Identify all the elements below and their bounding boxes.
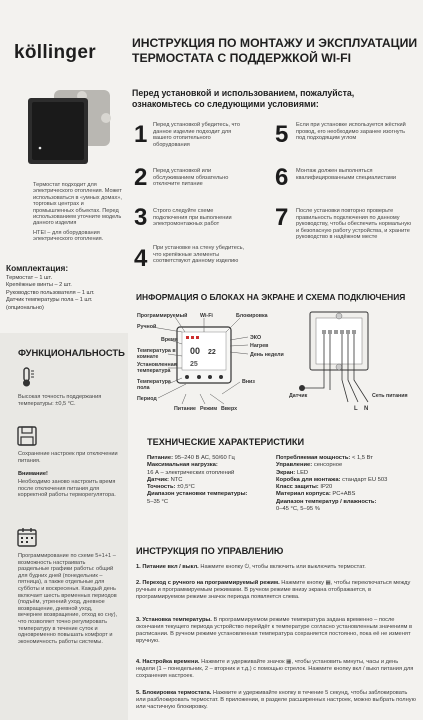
step-text: После установки повторно проверьте правильность подключения по данному руководству, чтобы обеспечить нормальную и безопасную работу устройства, и храните руководство в надёжном месте [296, 208, 412, 241]
label-programmable: Программируемый [137, 313, 188, 319]
brand-logo: köllinger [14, 42, 96, 63]
step-number: 2 [134, 164, 148, 191]
instruction-item [136, 580, 418, 601]
instructions-heading: ИНСТРУКЦИЯ ПО УПРАВЛЕНИЮ [136, 546, 284, 556]
instruction-item [136, 659, 418, 680]
label-period: Период [137, 396, 157, 402]
label-sensor: Датчик [289, 393, 308, 399]
spec-value: сенсорное [312, 462, 343, 469]
specs-left [147, 455, 272, 506]
title-line-2: ТЕРМОСТАТА С ПОДДЕРЖКОЙ WI-FI [132, 51, 351, 65]
step-number: 4 [134, 245, 148, 272]
label-down: Вниз [242, 379, 255, 385]
spec-row [276, 506, 418, 513]
title-line-1: ИНСТРУКЦИЯ ПО МОНТАЖУ И ЭКСПЛУАТАЦИИ [132, 36, 418, 50]
spec-key: Потребляемая мощность: [276, 455, 351, 461]
svg-text:00: 00 [190, 346, 201, 356]
label-heat: Нагрев [250, 343, 269, 349]
spec-value: стандарт EU 503 [340, 476, 388, 483]
step-number: 5 [275, 121, 289, 148]
spec-value: 16 А – электрических отоплений [147, 469, 235, 476]
kit-item: Крепёжные винты – 2 шт. [6, 282, 72, 289]
specs-right [276, 455, 418, 513]
step-number: 1 [134, 121, 148, 148]
spec-row [147, 491, 272, 498]
heading-line: Перед установкой и использованием, пожалуйста, [132, 88, 355, 98]
specs-heading: ТЕХНИЧЕСКИЕ ХАРАКТЕРИСТИКИ [147, 437, 305, 447]
intro-paragraph: Термостат подходит для электрического отопления. Может использоваться в «умных домах», торговых центрах и промышленных объектах. Перед использованием уточните модель данного изделия [33, 182, 122, 227]
warning-text: Необходимо заново настроить время после отключения питания для корректной работы терморегулятора. [18, 479, 116, 499]
label-up: Вверх [221, 406, 238, 412]
instruction-title: 1. Питание вкл / выкл. [136, 564, 199, 570]
spec-row [276, 470, 418, 477]
feature-text: Высокая точность поддержания температуры: ±0,5 °С. [18, 394, 102, 407]
spec-row [147, 455, 272, 462]
instruction-text: Нажмите и удерживайте кнопку в течение 5 секунд, чтобы заблокировать или разблокировать термостат. В приложении, в разделе расширенных настроек, можно выбрать полную или частичную блокировку. [136, 690, 416, 710]
instruction-title: 2. Переход с ручного на программируемый режим. [136, 580, 280, 586]
instruction-item [136, 617, 418, 645]
svg-text:22: 22 [208, 349, 216, 356]
floppy-disk-icon [16, 425, 38, 447]
svg-text:25: 25 [190, 361, 198, 368]
spec-value: PC+ABS [330, 491, 356, 498]
spec-row [276, 491, 418, 498]
label-time: Время [161, 337, 178, 343]
step-text: Монтаж должен выполняться квалифицированными специалистами [296, 168, 397, 181]
spec-row [276, 455, 418, 462]
before-install-heading [132, 88, 412, 110]
spec-value: ±0,5°С [175, 484, 195, 491]
thermometer-icon [16, 366, 38, 388]
instruction-title: 3. Установка температуры. [136, 617, 212, 623]
kit-item: Термостат – 1 шт. [6, 275, 52, 281]
spec-value: LED [295, 469, 309, 476]
instruction-title: 4. Настройка времени. [136, 659, 200, 665]
instruction-text: Нажмите кнопку ▦, чтобы переключаться между ручным и программируемым режимами. В ручном режиме внизу экрана отображается, в программируемом режиме значок периода появляется слева. [136, 580, 411, 600]
calendar-icon [16, 526, 38, 548]
feature-text: Программирование по схеме 5+1+1 – возможность настраивать раздельные графики работы: общий для будних дней (понедельник – пятница), а также отдельные для субботы и воскресенья. Каждый день включает шесть временных периодов (подъём, утренний уход, дневное возвращение, дневной уход, вечернее возвращение, отход ко сну), что позволяет точно регулировать температуру в течение суток и одновременно повышать комфорт и экономичность работы системы. [18, 553, 117, 645]
instruction-text: Нажмите кнопку ⏻, чтобы включить или выключить термостат. [198, 564, 366, 570]
label-manual: Ручной [137, 324, 157, 330]
kit-heading: Комплектация: [6, 263, 69, 273]
feature-text: Сохранение настроек при отключении питания. [18, 451, 118, 464]
spec-key: Управление: [276, 462, 313, 469]
step-number: 7 [275, 204, 289, 231]
label-mode: Режим [200, 406, 218, 412]
intro-paragraph: HTEI – для оборудования электрического отопления. [33, 229, 104, 243]
kit-item: Датчик температуры пола – 1 шт. (опционально) [6, 297, 93, 311]
spec-value: 0–45 °С, 5–95 % [276, 506, 320, 513]
spec-key: Диапазон температур / влажность: [276, 498, 377, 505]
spec-key: Материал корпуса: [276, 491, 331, 498]
thermostat-device-image [24, 88, 112, 176]
spec-key: Диапазон установки температуры: [147, 491, 248, 498]
spec-key: Экран: [276, 469, 296, 476]
step-text: Перед установкой или обслуживанием обязательно отключите питание [153, 168, 229, 188]
label-eco: ЭКО [250, 335, 262, 341]
instruction-item [136, 690, 418, 711]
spec-value: 95–240 В АС, 50/60 Гц [173, 455, 235, 461]
functionality-heading: ФУНКЦИОНАЛЬНОСТЬ [18, 347, 125, 358]
spec-row [276, 462, 418, 469]
spec-row [276, 477, 418, 484]
page-title [132, 36, 422, 66]
step-text: Перед установкой убедитесь, что данное изделие подходит для вашего отопительного оборудования [153, 122, 240, 148]
label-power: Питание [174, 406, 197, 412]
spec-key: Питание: [147, 455, 174, 461]
label-set-temp: Установленная температура [137, 362, 177, 374]
spec-row [147, 477, 272, 484]
label-wifi: Wi-Fi [200, 313, 213, 319]
heading-line: ознакомьтесь со следующими условиями: [132, 99, 319, 109]
step-text: Строго следуйте схеме подключения при выполнении электромонтажных работ [153, 208, 232, 228]
spec-value: < 1,5 Вт [350, 455, 373, 461]
spec-key: Коробка для монтажа: [276, 476, 341, 483]
intro-text [33, 182, 125, 243]
kit-list [6, 275, 131, 312]
label-floor-temp: Температура пола [137, 379, 171, 391]
spec-row [276, 499, 418, 506]
label-weekday: День недели [250, 352, 284, 358]
label-lock: Блокировка [236, 313, 268, 319]
spec-row [276, 484, 418, 491]
spec-key: Точность: [147, 484, 176, 491]
spec-value: 5–35 °С [147, 498, 169, 505]
instruction-title: 5. Блокировка термостата. [136, 690, 212, 696]
label-l: L [354, 406, 358, 412]
warning-title: Внимание! [18, 471, 48, 477]
step-number: 3 [134, 204, 148, 231]
diagram-heading: ИНФОРМАЦИЯ О БЛОКАХ НА ЭКРАНЕ И СХЕМА ПОДКЛЮЧЕНИЯ [136, 292, 406, 302]
spec-row [147, 484, 272, 491]
spec-value: NTC [168, 476, 183, 483]
spec-value: IP20 [318, 484, 333, 491]
spec-row [147, 470, 272, 477]
spec-key: Максимальная нагрузка: [147, 462, 218, 469]
diagram-leader-lines [130, 310, 290, 414]
step-text: При установке на стену убедитесь, что крепёжные элементы соответствуют данному изделию [153, 245, 245, 265]
spec-key: Датчик: [147, 476, 169, 483]
step-number: 6 [275, 164, 289, 191]
spec-key: Класс защиты: [276, 484, 319, 491]
label-n: N [364, 406, 369, 412]
label-room-temp: Температура в комнате [137, 348, 176, 360]
step-text: Если при установке используется жёсткий провод, его необходимо заранее изогнуть под подходящим углом [296, 122, 406, 142]
instruction-text: Нажмите и удерживайте значок ▦, чтобы установить минуты, часы и день недели (1 – понедельник, 2 – вторник и т.д.) с помощью стрелок. Нажмите кнопку вкл / выкл питания для сохранения настроек. [136, 659, 414, 679]
spec-row [147, 499, 272, 506]
label-network: Сеть питания [372, 393, 408, 399]
kit-item: Руководство пользователя – 1 шт. [6, 289, 95, 296]
spec-row [147, 462, 272, 469]
instruction-text: В программируемом режиме температура задана временно – после окончания текущего периода устройство перейдёт к температуре согласно установленным значениям в расписании. В ручном режиме установленная температура сохраняется постоянно, пока её не изменят вручную. [136, 617, 413, 644]
instruction-item [136, 564, 418, 571]
